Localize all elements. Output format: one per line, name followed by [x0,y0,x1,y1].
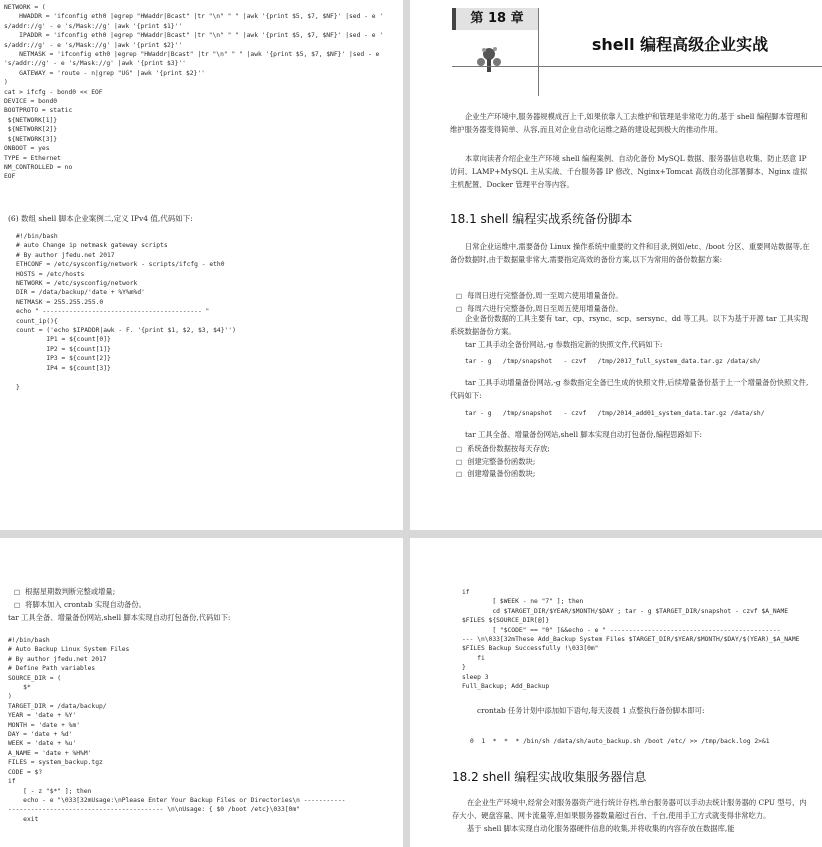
code-line: if [462,589,470,596]
code-block-ipv4 [16,232,236,392]
intro-paragraph-2: 本章向读者介绍企业生产环境 shell 编程案例、自动化备份 MySQL 数据、服务器信息收集、防止恶意 IP 访问、LAMP+MySQL 主从实战、千台服务器 IP 修改、Nginx+Tomcat 高级自动化部署脚本、Nginx 虚拟主机配置、Docker 管理平台等内容。 [450,154,808,189]
code-line: ) [4,79,8,87]
list-item: □ 创建完整备份函数块; [450,456,812,469]
caption-array-case-2: (6) 数组 shell 脚本企业案例二,定义 IPv4 值,代码如下: [8,214,193,223]
code-line: exit [8,815,39,823]
chapter-label: 第 18 章 [470,11,524,26]
paragraph-script-code-intro: tar 工具全备、增量备份网站,shell 脚本实现自动打包备份,代码如下: [8,613,231,622]
list-item: □ 创建增量备份函数块; [450,468,812,481]
code-line: IP4 = ${count[3]} [16,364,111,372]
paragraph-backup-tools: 企业备份数据的工具主要有 tar、cp、rsync、scp、sersync、dd 等工具。以下为基于开源 tar 工具实现系统数据备份方案。 [450,314,809,336]
command-full-backup: tar - g /tmp/snapshot - czvf /tmp/2017_full_system_data.tar.gz /data/sh/ [465,358,761,365]
code-line: $* [8,684,31,692]
code-line: ${NETWORK[1]} [4,116,58,124]
code-line [16,373,236,382]
chapter-label-box [452,8,538,30]
list-item: □ 每周六进行完整备份,周日至周五使用增量备份。 [450,303,812,316]
code-line: A_NAME = 'date + %H%M' [8,749,92,757]
code-line: # Define Path variables [8,665,96,673]
code-line: s/addr://g' - e 's/Mask://g' |awk '{print $1}'' [4,22,183,30]
code-line: # By author jfedu.net 2017 [8,655,107,663]
code-line: $FILES Backup Successfully !\033[0m" [462,645,599,653]
chapter-ornament-icon [472,44,506,74]
code-line: count = ('echo $IPADDR|awk - F. '{print $1, $2, $3, $4}'') [16,327,236,335]
code-line: Full_Backup; Add_Backup [462,683,550,691]
code-line: TYPE = Ethernet [4,154,61,162]
code-line: ----------------------------------------- \n\nUsage: { $0 /boot /etc}\033[0m" [8,806,300,814]
code-line: IP1 = ${count[0]} [16,336,111,344]
code-line: GATEWAY = 'route - n|grep "UG" |awk '{print $2}'' [4,69,205,77]
section-heading-18-2: 18.2 shell 编程实战收集服务器信息 [452,770,647,784]
code-line: NETMASK = 'ifconfig eth0 |egrep "HWaddr|Bcast" |tr "\n" " " |awk '{print $5, $7, $NF}' |sed - e [4,51,380,59]
paragraph-crontab: crontab 任务计划中添加如下语句,每天凌晨 1 点整执行备份脚本即可: [477,706,705,715]
page-top-right [410,0,822,530]
page-bottom-left [0,538,403,847]
code-line: ONBOOT = yes [4,145,50,153]
code-line: ${NETWORK[2]} [4,126,58,134]
paragraph-shell-collection: 基于 shell 脚本实现自动化服务器硬件信息的收集,并将收集的内容存放在数据库,能 [467,824,735,833]
code-line: ETHCONF = /etc/sysconfig/network - scripts/ifcfg - eth0 [16,261,225,269]
code-line: DIR = /data/backup/'date + %Y%m%d' [16,289,145,297]
code-block-auto-backup-tail [462,588,799,691]
list-item: □ 系统备份数据按每天存放; [450,443,812,456]
paragraph-backup-intro: 日常企业运维中,需要备份 Linux 操作系统中重要的文件和目录,例如/etc、/boot 分区、重要网站数据等,在备份数据时,由于数据量非常大,需要指定高效的备份方案,以下为常用的备份数据方案: [450,242,810,264]
code-line: MONTH = 'date + %m' [8,721,81,729]
code-line: [ "$CODE" == "0" ]&&echo - e " --------------------------------------------- [462,626,781,634]
code-line: DEVICE = bond0 [4,98,58,106]
code-line: } [462,664,466,672]
code-line: NETWORK = ( [4,4,46,11]
code-line: if [8,778,16,786]
chapter-rule-vertical [538,8,539,96]
code-line: # Auto Backup Linux System Files [8,646,130,654]
code-line: #!/bin/bash [16,233,58,240]
page-top-left [0,0,403,530]
code-line: IP3 = ${count[2]} [16,355,111,363]
list-item: □ 每周日进行完整备份,周一至周六使用增量备份。 [450,290,812,303]
code-line: FILES = system_backup.tgz [8,759,103,767]
code-line: # auto Change ip netmask gateway scripts [16,242,168,250]
code-line: IPADDR = 'ifconfig eth0 |egrep "HWaddr|Bcast" |tr "\n" " " |awk '{print $5, $7, $NF}' |sed - e ' [4,32,384,40]
code-block-auto-backup [8,636,345,824]
code-line: s/addr://g' - e 's/Mask://g' |awk '{print $2}'' [4,41,183,49]
code-line: TARGET_DIR = /data/backup/ [8,702,107,710]
code-line: [ - z "$*" ]; then [8,787,92,795]
code-line: echo - e "\033[32mUsage:\nPlease Enter Your Backup Files or Directories\n ----------- [8,796,346,804]
list-item: □ 将脚本加入 crontab 实现自动备份。 [8,599,393,612]
code-line: YEAR = 'date + %Y' [8,712,77,720]
section-18-2-body [452,796,812,835]
code-line: [ $WEEK - ne "7" ]; then [462,598,584,606]
code-line: } [16,383,20,391]
chapter-rule-horizontal [452,66,822,67]
bullet-list-script-steps [450,443,812,481]
section-heading-18-1: 18.1 shell 编程实战系统备份脚本 [450,212,633,226]
chapter-title: shell 编程高级企业实战 [591,35,769,54]
code-line: $FILES ${SOURCE_DIR[@]} [462,617,550,625]
code-line: NETWORK = /etc/sysconfig/network [16,280,138,288]
code-line: cat > ifcfg - bond0 << EOF [4,88,103,96]
code-line: #!/bin/bash [8,637,50,644]
code-line: echo " ------------------------------------------ " [16,308,210,316]
code-line: fi [462,654,485,662]
code-line: count_ip(){ [16,317,58,325]
code-block-network [4,3,383,182]
code-line: DAY = 'date + %d' [8,731,73,739]
code-line: cd $TARGET_DIR/$YEAR/$MONTH/$DAY ; tar - g $TARGET_DIR/snapshot - czvf $A_NAME [462,607,789,615]
code-line: NM_CONTROLLED = no [4,163,73,171]
intro-paragraph-1: 企业生产环境中,服务器规模成百上千,如果依靠人工去维护和管理是非常吃力的,基于 shell 编程脚本管理和维护服务器变得简单、从容,而且对企业自动化运维之路的建设起到极大的推动作用。 [450,112,808,134]
code-line: HWADDR = 'ifconfig eth0 |egrep "HWaddr|Bcast" |tr "\n" " " |awk '{print $5, $7, $NF}' |sed - e ' [4,13,384,21]
code-line: ) [8,693,12,701]
bullet-list-script-steps-continued [8,586,393,611]
code-line: EOF [4,173,16,181]
paragraph-server-inventory: 在企业生产环境中,经常会对服务器资产进行统计存档,单台服务器可以手动去统计服务器的 CPU 型号、内存大小、硬盘容量、网卡流量等,但如果服务器数量超过百台、千台,使用手工方式就变得非常吃力。 [452,798,807,820]
page-bottom-right [410,538,822,847]
code-line: sleep 3 [462,673,489,681]
code-line: SOURCE_DIR = ( [8,674,62,682]
code-line: CODE = $? [8,768,43,776]
paragraph-incremental-backup: tar 工具手动增量备份网站,-g 参数指定全备已生成的快照文件,后续增量备份基于上一个增量备份快照文件,代码如下: [450,378,809,400]
code-line: IP2 = ${count[1]} [16,345,111,353]
code-line: NETMASK = 255.255.255.0 [16,298,104,306]
code-line: ${NETWORK[3]} [4,135,58,143]
paragraph-script-approach: tar 工具全备、增量备份网站,shell 脚本实现自动打包备份,编程思路如下: [465,430,702,439]
code-line: 's/addr://g' - e 's/Mask://g' |awk '{print $3}'' [4,60,186,68]
command-crontab-entry: 0 1 * * * /bin/sh /data/sh/auto_backup.sh /boot /etc/ >> /tmp/back.log 2>&1 [470,738,770,745]
paragraph-full-backup: tar 工具手动全备份网站,-g 参数指定新的快照文件,代码如下: [465,340,663,349]
code-line: BOOTPROTO = static [4,107,73,115]
code-line: WEEK = 'date + %u' [8,740,77,748]
code-line: --- \n\033[32mThese Add_Backup System Files $TARGET_DIR/$YEAR/$MONTH/$DAY/$(YEAR)_$A_NAME [462,636,800,644]
list-item: □ 根据星期数判断完整或增量; [8,586,393,599]
code-line: HOSTS = /etc/hosts [16,270,85,278]
command-incremental-backup: tar - g /tmp/snapshot - czvf /tmp/2014_add01_system_data.tar.gz /data/sh/ [465,410,765,417]
code-line: # By author jfedu.net 2017 [16,251,115,259]
